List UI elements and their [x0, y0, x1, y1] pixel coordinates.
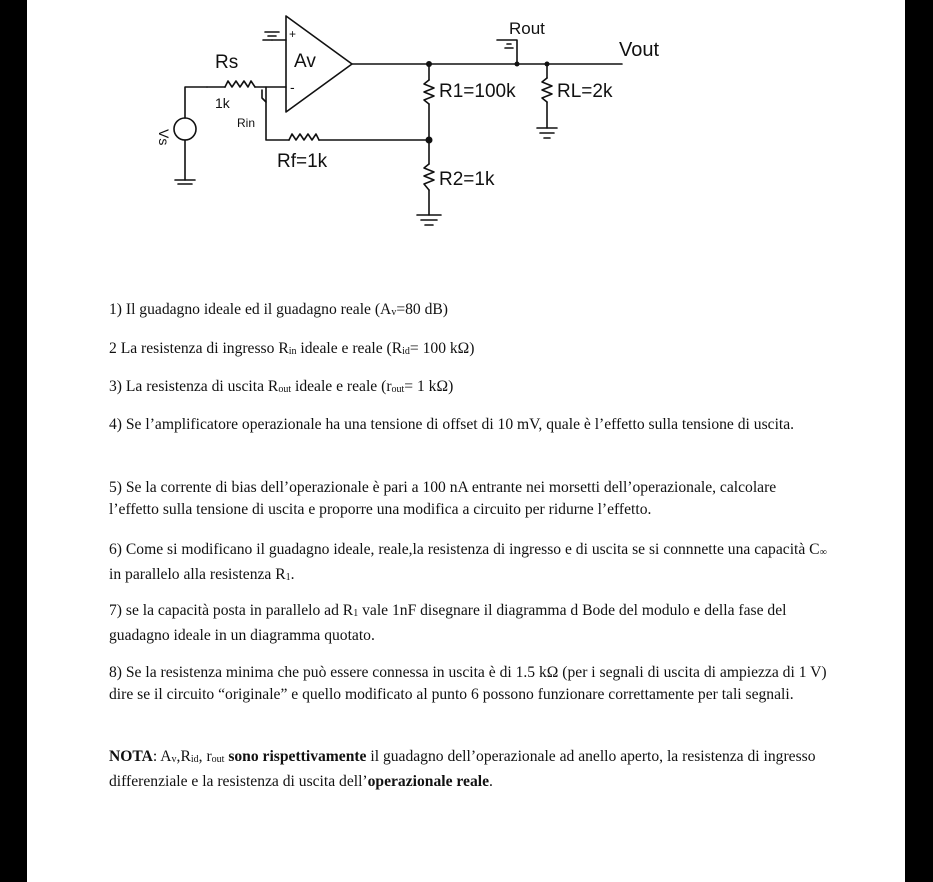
question-8: 8) Se la resistenza minima che può essere connessa in uscita è di 1.5 kΩ (per i segnali di uscita di ampiezza di 1 V) dire se il circuito “originale” e quello modificato al punto 6 possono funzionare correttamente per tali segnali.: [109, 664, 827, 703]
rl-resistor: [542, 78, 552, 102]
label-vout: Vout: [619, 39, 660, 61]
question-3: 3) La resistenza di uscita $R_{out}$ ideale e reale ($r_{out}= 1$ kΩ): [109, 378, 454, 395]
nota-label: NOTA: [109, 748, 153, 765]
voltage-source-symbol: [174, 118, 196, 140]
rf-resistor: [289, 134, 319, 140]
node-dot-rl: [545, 62, 550, 67]
label-vs: Vs: [156, 129, 172, 146]
label-rs: Rs: [215, 52, 239, 73]
question-2: 2 La resistenza di ingresso $R_{in}$ ideale e reale ($R_{id}= 100$ kΩ): [109, 340, 475, 357]
rs-resistor: [225, 81, 255, 87]
label-rin: Rin: [237, 116, 256, 130]
node-dot-r1: [426, 61, 432, 67]
question-7: 7) se la capacità posta in parallelo ad $R_1$ vale 1nF disegnare il diagramma d Bode del modulo e della fase del guadagno ideale in un diagramma quotato.: [109, 602, 787, 644]
question-1: 1) Il guadagno ideale ed il guadagno reale ($A_v=80$ dB): [109, 301, 448, 318]
r2-resistor: [424, 164, 434, 190]
label-rf: Rf=1k: [277, 151, 328, 172]
label-plus: +: [289, 27, 297, 41]
label-rout: Rout: [509, 19, 545, 38]
rout-ground: [497, 40, 517, 64]
r1-resistor: [424, 80, 434, 104]
question-4: 4) Se l’amplificatore operazionale ha una tensione di offset di 10 mV, quale è l’effetto sulla tensione di uscita.: [109, 416, 795, 433]
rl-ground: [537, 128, 557, 138]
nota-paragraph: NOTA: $A_v,R_{id}$, $r_{out}$ sono rispettivamente il guadagno dell’operazionale ad anello aperto, la resistenza di ingresso differenziale e la resistenza di uscita dell’operazionale reale.: [109, 748, 816, 790]
document-page: [27, 0, 905, 882]
label-r1: R1=100k: [439, 81, 516, 102]
label-rs-value: 1k: [215, 95, 230, 111]
source-wire: [185, 87, 207, 180]
node-dot-rout: [515, 62, 520, 67]
label-av: Av: [294, 51, 316, 72]
circuit-diagram: [27, 0, 905, 240]
r2-ground: [417, 215, 441, 225]
source-ground: [175, 180, 195, 184]
label-r2: R2=1k: [439, 169, 495, 190]
noninv-ground: [263, 32, 279, 40]
node-dot-fb: [426, 137, 433, 144]
question-6: 6) Come si modificano il guadagno ideale, reale,la resistenza di ingresso e di uscita se si connnette una capacità $C_\infty$ in parallelo alla resistenza $R_1$.: [109, 541, 827, 583]
question-5: 5) Se la corrente di bias dell’operazionale è pari a 100 nA entrante nei morsetti dell’operazionale, calcolare l’effetto sulla tensione di uscita e proporre una modifica a circuito per ridurne l’effetto.: [109, 479, 777, 518]
label-rl: RL=2k: [557, 81, 613, 102]
label-minus: -: [290, 79, 295, 95]
